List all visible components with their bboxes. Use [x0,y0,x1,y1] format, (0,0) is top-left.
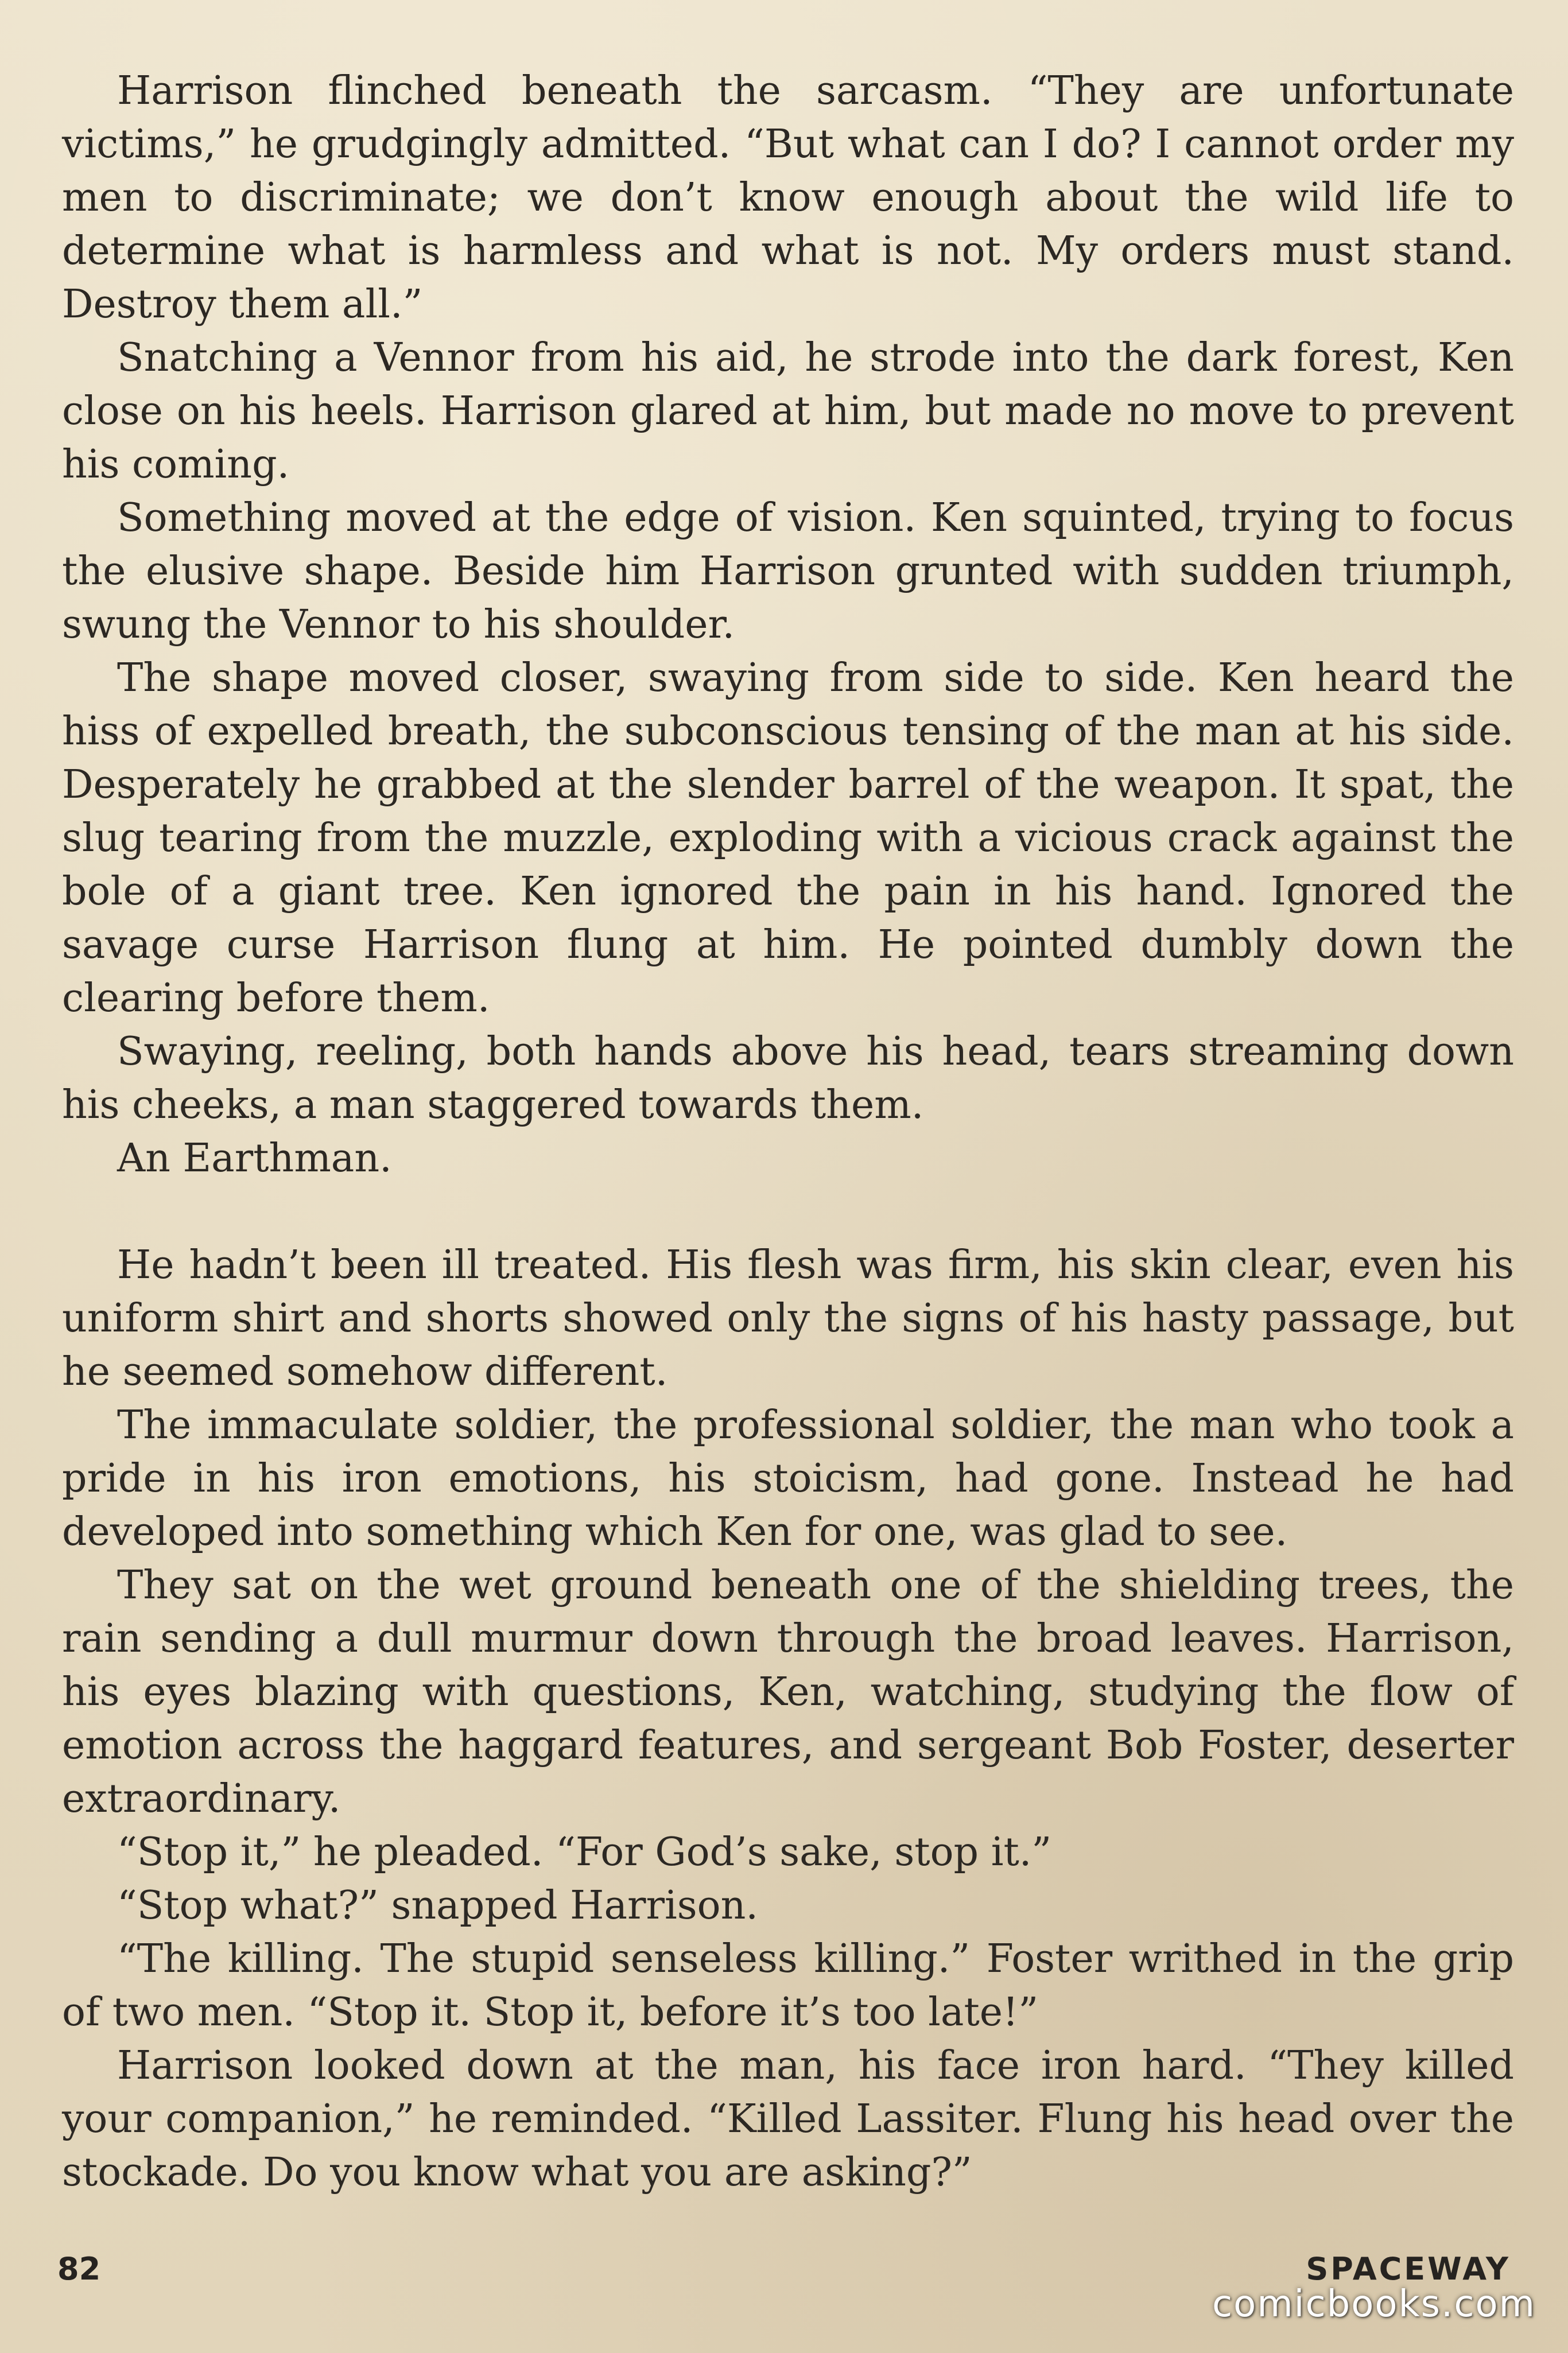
paragraph: The immaculate soldier, the professional soldier, the man who took a pride in his iron emotions, his stoicism, had gone. Instead he had developed into something which Ken for one, was glad to see. [62,1403,1514,1555]
section-break [62,1185,1514,1238]
page-number: 82 [57,2251,101,2287]
paragraph: “The killing. The stupid senseless killing.” Foster writhed in the grip of two men. “Stop it. Stop it, before it’s too late!” [62,1936,1514,2035]
paragraph: Snatching a Vennor from his aid, he strode into the dark forest, Ken close on his heels. Harrison glared at him, but made no move to prevent his coming. [62,335,1514,487]
paragraph: The shape moved closer, swaying from side to side. Ken heard the hiss of expelled breath, the subconscious tensing of the man at his side. Desperately he grabbed at the slender barrel of the weapon. It spat, the slug tearing from the muzzle, exploding with a vicious crack against the bole of a giant tree. Ken ignored the pain in his hand. Ignored the savage curse Harrison flung at him. He pointed dumbly down the clearing before them. [62,655,1514,1021]
paragraph: Swaying, reeling, both hands above his head, tears streaming down his cheeks, a man staggered towards them. [62,1029,1514,1128]
paragraph: An Earthman. [117,1136,392,1181]
paragraph: He hadn’t been ill treated. His flesh was firm, his skin clear, even his uniform shirt and shorts showed only the signs of his hasty passage, but he seemed somehow different. [62,1242,1514,1395]
watermark-text: comicbooks.com [1212,2283,1536,2325]
paragraph: Harrison flinched beneath the sarcasm. “They are unfortunate victims,” he grudgingly admitted. “But what can I do? I cannot order my men to discriminate; we don’t know enough about the wild life to determine what is harmless and what is not. My orders must stand. Destroy them all.” [62,68,1514,327]
paragraph: “Stop it,” he pleaded. “For God’s sake, stop it.” [117,1830,1052,1875]
paragraph: Harrison looked down at the man, his face iron hard. “They killed your companion,” he reminded. “Killed Lassiter. Flung his head over the stockade. Do you know what you are asking?” [62,2043,1514,2195]
paragraph: Something moved at the edge of vision. Ken squinted, trying to focus the elusive shape. Beside him Harrison grunted with sudden triumph, swung the Vennor to his shoulder. [62,495,1514,647]
story-text-column [62,64,1514,2199]
paragraph: They sat on the wet ground beneath one of the shielding trees, the rain sending a dull murmur down through the broad leaves. Harrison, his eyes blazing with questions, Ken, watching, studying the flow of emotion across the haggard features, and sergeant Bob Foster, deserter extraordinary. [62,1563,1514,1822]
paragraph: “Stop what?” snapped Harrison. [117,1883,758,1928]
magazine-title: SPACEWAY [1306,2251,1511,2287]
